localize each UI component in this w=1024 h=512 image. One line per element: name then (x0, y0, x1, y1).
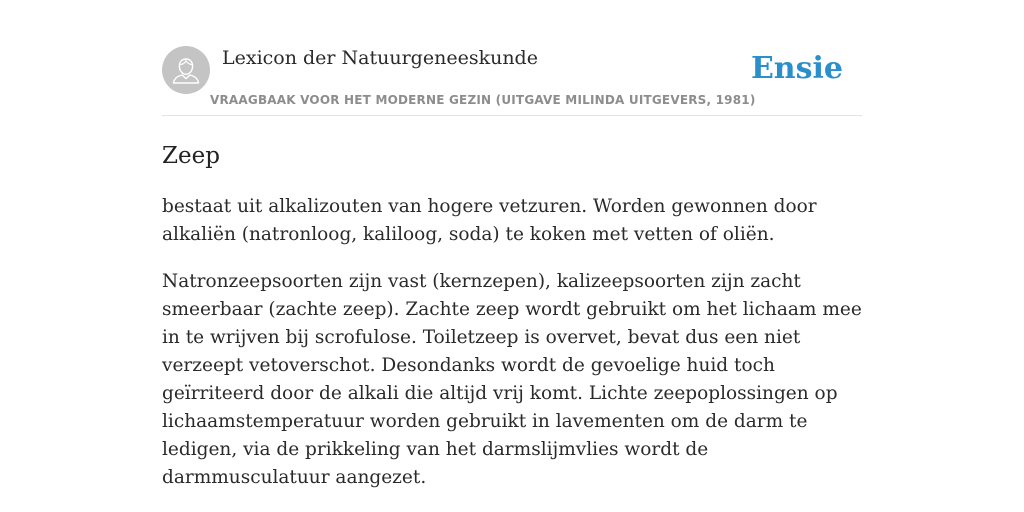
entry-term: Zeep (162, 143, 220, 169)
ensie-logo[interactable]: Ensie (750, 51, 843, 86)
source-avatar[interactable] (162, 46, 210, 94)
user-icon (162, 46, 210, 94)
source-title[interactable]: Lexicon der Natuurgeneeskunde (222, 47, 538, 69)
source-header (162, 46, 862, 116)
entry-card (162, 46, 862, 492)
entry-paragraph-2: Natronzeepsoorten zijn vast (kernzepen), kalizeepsoorten zijn zacht smeerbaar (zachte zeep). Zachte zeep wordt gebruikt om het lichaam mee in te wrijven bij scrofulose. Toiletzeep is overvet, bevat dus een niet verzeept vetoverschot. Desondanks wordt de gevoelige huid toch geïrriteerd door de alkali die altijd vrij komt. Lichte zeepoplossingen op lichaamstemperatuur worden gebruikt in lavementen om de darm te ledigen, via de prikkeling van het darmslijmvlies wordt de darmmusculatuur aangezet. (162, 271, 862, 488)
source-subtitle: VRAAGBAAK VOOR HET MODERNE GEZIN (UITGAVE MILINDA UITGEVERS, 1981) (210, 93, 756, 107)
entry-paragraph-1: bestaat uit alkalizouten van hogere vetzuren. Worden gewonnen door alkaliën (natronloog, kaliloog, soda) te koken met vetten of oliën. (162, 196, 817, 245)
